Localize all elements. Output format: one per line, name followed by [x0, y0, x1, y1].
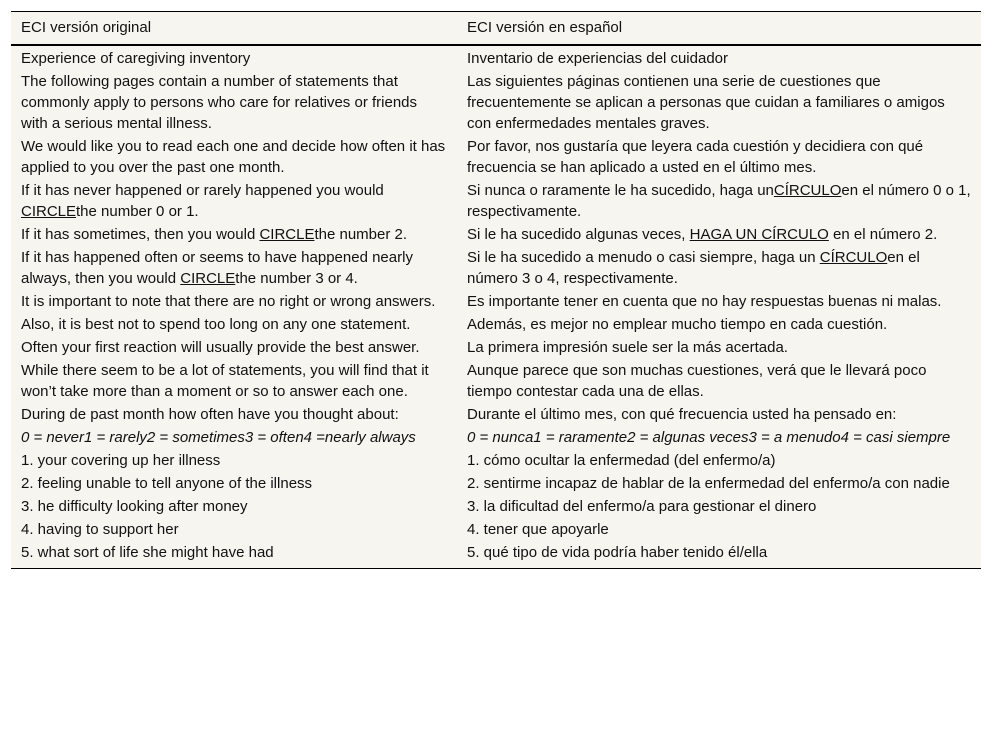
cell-original — [11, 541, 457, 568]
cell-original — [11, 179, 457, 223]
table-row — [11, 403, 981, 426]
cell-original — [11, 472, 457, 495]
cell-spanish — [457, 541, 981, 568]
cell-spanish — [457, 70, 981, 135]
cell-text: Inventario de experiencias del cuidador — [467, 50, 728, 67]
table-row — [11, 179, 981, 223]
cell-text: Aunque parece que son muchas cuestiones, verá que le llevará poco tiempo contestar cada una de ellas. — [467, 362, 927, 400]
cell-text: 4. tener que apoyarle — [467, 521, 609, 538]
table-row — [11, 45, 981, 70]
cell-original — [11, 518, 457, 541]
cell-original — [11, 359, 457, 403]
cell-text: 0 = never1 = rarely2 = sometimes3 = often4 =nearly always — [21, 429, 416, 446]
cell-text: Si nunca o raramente le ha sucedido, haga un — [467, 182, 774, 199]
table-row — [11, 290, 981, 313]
eci-comparison-table — [11, 11, 981, 569]
cell-text: Además, es mejor no emplear mucho tiempo en cada cuestión. — [467, 316, 888, 333]
cell-spanish — [457, 495, 981, 518]
cell-text: Si le ha sucedido a menudo o casi siempre, haga un — [467, 249, 820, 266]
table-header-row — [11, 12, 981, 45]
cell-text: en el número 0 o 1, respectivamente. — [467, 182, 971, 220]
cell-text: Experience of caregiving inventory — [21, 50, 251, 67]
cell-text: Las siguientes páginas contienen una serie de cuestiones que frecuentemente se aplican a personas que cuidan a familiares o amigos con enfermedades mentales graves. — [467, 73, 945, 132]
cell-text: If it has never happened or rarely happened you would — [21, 182, 384, 199]
table-row — [11, 495, 981, 518]
table-row — [11, 426, 981, 449]
eci-table — [11, 12, 981, 568]
cell-text: While there seem to be a lot of statements, you will find that it won’t take more than a moment or so to answer each one. — [21, 362, 429, 400]
table-row — [11, 472, 981, 495]
cell-text: If it has sometimes, then you would — [21, 226, 260, 243]
cell-original — [11, 290, 457, 313]
table-row — [11, 223, 981, 246]
table-row — [11, 541, 981, 568]
header-original: ECI versión original — [11, 12, 457, 45]
cell-spanish — [457, 359, 981, 403]
cell-text: Durante el último mes, con qué frecuencia usted ha pensado en: — [467, 406, 897, 423]
cell-text: During de past month how often have you thought about: — [21, 406, 399, 423]
cell-text: Also, it is best not to spend too long on any one statement. — [21, 316, 411, 333]
cell-text: 1. your covering up her illness — [21, 452, 221, 469]
underlined-term: CIRCLE — [180, 270, 236, 287]
table-body — [11, 45, 981, 568]
cell-original — [11, 135, 457, 179]
cell-text: 2. feeling unable to tell anyone of the illness — [21, 475, 313, 492]
table-row — [11, 336, 981, 359]
table-row — [11, 246, 981, 290]
table-row — [11, 135, 981, 179]
cell-text: The following pages contain a number of statements that commonly apply to persons who care for relatives or friends with a serious mental illness. — [21, 73, 418, 132]
cell-original — [11, 45, 457, 70]
cell-spanish — [457, 246, 981, 290]
underlined-term: CÍRCULO — [773, 182, 842, 199]
cell-text: Es importante tener en cuenta que no hay respuestas buenas ni malas. — [467, 293, 942, 310]
cell-spanish — [457, 45, 981, 70]
cell-spanish — [457, 336, 981, 359]
cell-original — [11, 70, 457, 135]
cell-text: If it has happened often or seems to have happened nearly always, then you would — [21, 249, 413, 287]
cell-text: 3. la dificultad del enfermo/a para gestionar el dinero — [467, 498, 817, 515]
underlined-term: CIRCLE — [259, 226, 315, 243]
underlined-term: CIRCLE — [21, 203, 77, 220]
cell-original — [11, 313, 457, 336]
cell-text: 0 = nunca1 = raramente2 = algunas veces3 = a menudo4 = casi siempre — [467, 429, 951, 446]
cell-spanish — [457, 313, 981, 336]
cell-spanish — [457, 223, 981, 246]
cell-original — [11, 336, 457, 359]
cell-original — [11, 426, 457, 449]
cell-text: 5. what sort of life she might have had — [21, 544, 274, 561]
header-spanish: ECI versión en español — [457, 12, 981, 45]
cell-spanish — [457, 449, 981, 472]
underlined-term: HAGA UN CÍRCULO — [689, 226, 829, 243]
table-row — [11, 449, 981, 472]
cell-text: the number 0 or 1. — [76, 203, 199, 220]
cell-text: It is important to note that there are no right or wrong answers. — [21, 293, 436, 310]
table-row — [11, 70, 981, 135]
cell-text: 2. sentirme incapaz de hablar de la enfermedad del enfermo/a con nadie — [467, 475, 950, 492]
cell-text: Often your first reaction will usually provide the best answer. — [21, 339, 420, 356]
cell-text: La primera impresión suele ser la más acertada. — [467, 339, 788, 356]
cell-text: en el número 3 o 4, respectivamente. — [467, 249, 920, 287]
table-row — [11, 518, 981, 541]
cell-spanish — [457, 426, 981, 449]
cell-text: en el número 2. — [828, 226, 938, 243]
cell-text: Por favor, nos gustaría que leyera cada cuestión y decidiera con qué frecuencia se han aplicado a usted en el último mes. — [467, 138, 924, 176]
cell-text: the number 3 or 4. — [235, 270, 358, 287]
cell-original — [11, 403, 457, 426]
cell-spanish — [457, 179, 981, 223]
cell-original — [11, 449, 457, 472]
cell-spanish — [457, 290, 981, 313]
cell-text: 1. cómo ocultar la enfermedad (del enfermo/a) — [467, 452, 776, 469]
cell-text: Si le ha sucedido algunas veces, — [467, 226, 690, 243]
table-row — [11, 313, 981, 336]
cell-original — [11, 246, 457, 290]
cell-original — [11, 495, 457, 518]
cell-text: 3. he difficulty looking after money — [21, 498, 248, 515]
underlined-term: CÍRCULO — [819, 249, 888, 266]
cell-text: 5. qué tipo de vida podría haber tenido él/ella — [467, 544, 768, 561]
cell-text: the number 2. — [314, 226, 408, 243]
cell-text: 4. having to support her — [21, 521, 179, 538]
cell-text: We would like you to read each one and decide how often it has applied to you over the past one month. — [21, 138, 446, 176]
table-row — [11, 359, 981, 403]
cell-spanish — [457, 518, 981, 541]
cell-spanish — [457, 135, 981, 179]
cell-spanish — [457, 472, 981, 495]
cell-original — [11, 223, 457, 246]
cell-spanish — [457, 403, 981, 426]
